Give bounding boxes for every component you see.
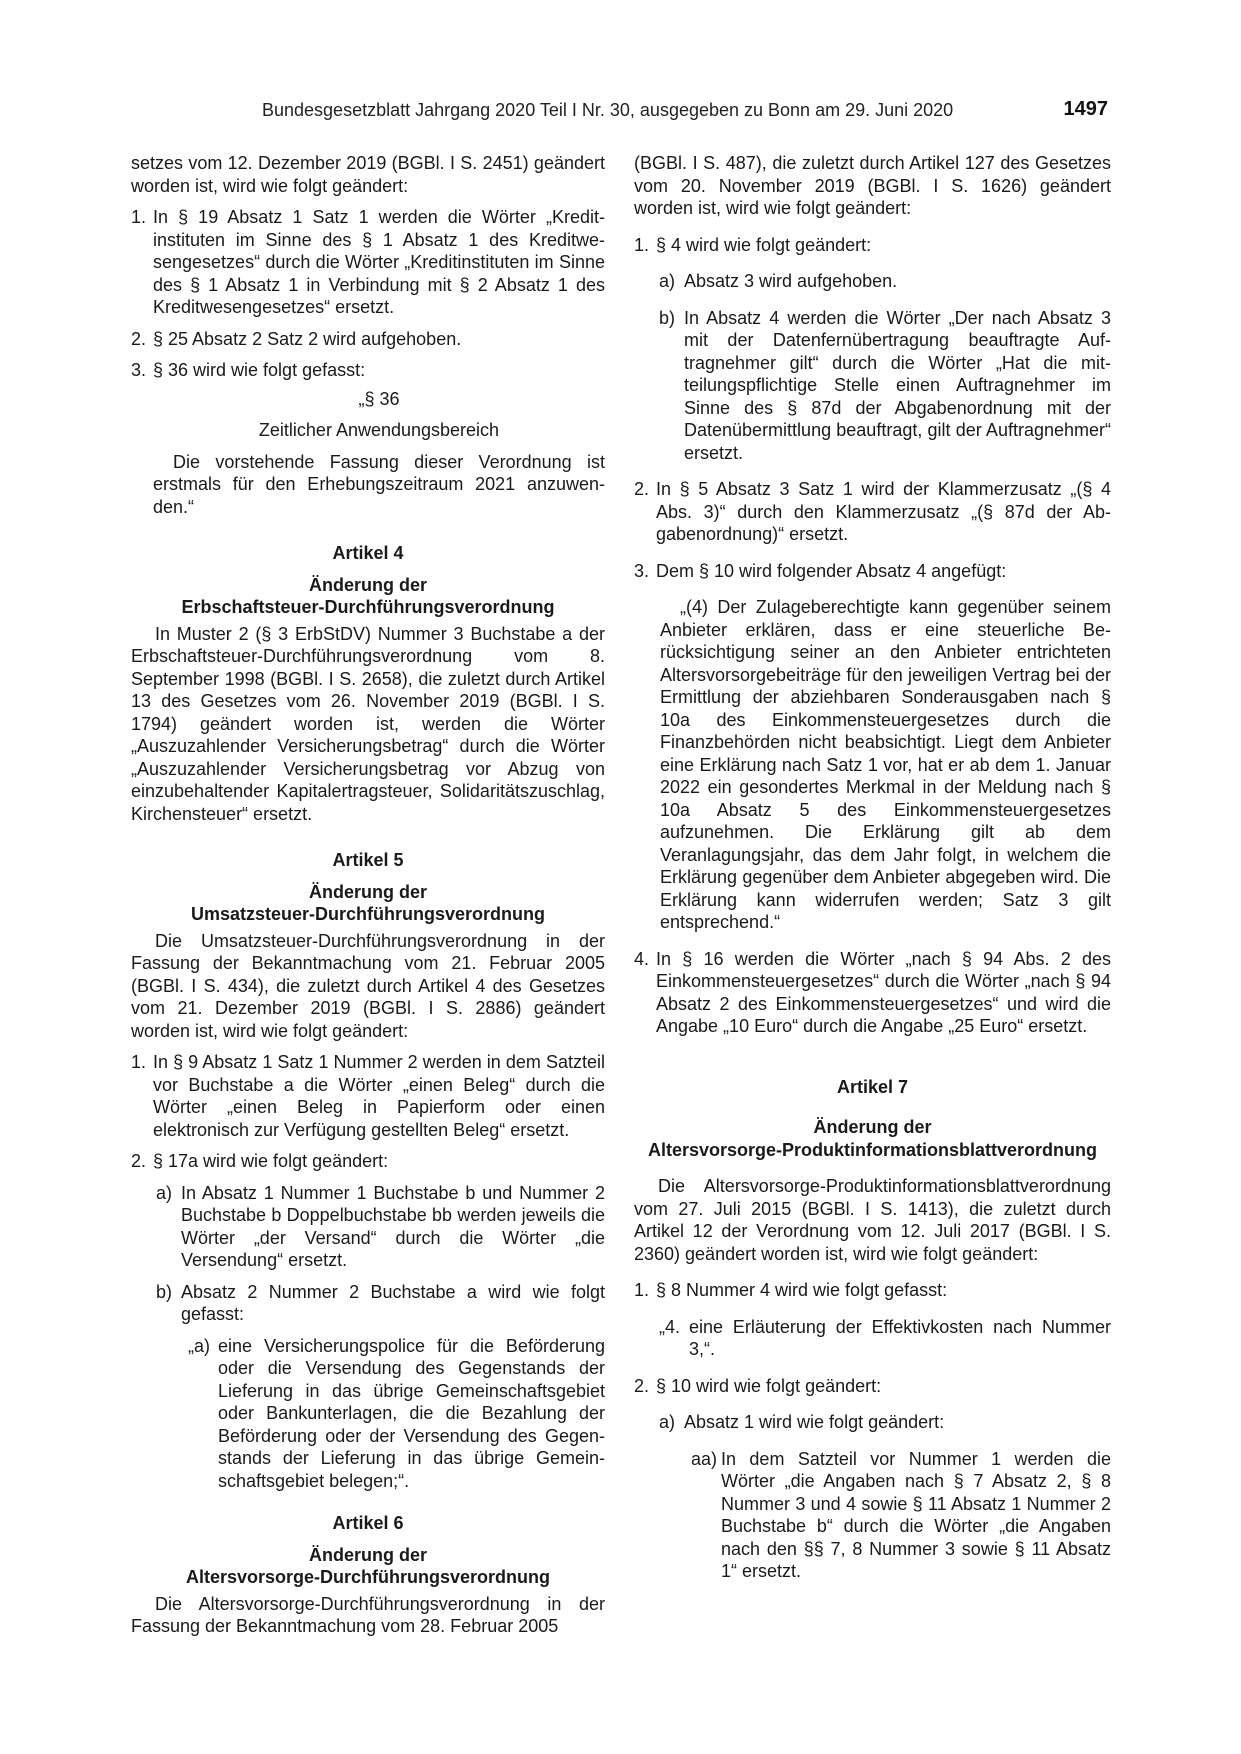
item-text: In Absatz 4 werden die Wörter „Der nach Absatz 3 mit der Datenfernübertragung beauftragte Auftragnehmer gilt“ durch die Wörter „Hat die mitteilungspflichtige Stelle einen Auftragnehmer im Sinne des § 87d der Abgabenordnung mit der Datenübermittlung beauftragt, gilt der Auftragnehmer“ ersetzt. — [684, 307, 1111, 463]
item-text: In § 16 werden die Wörter „nach § 94 Abs. 2 des Einkommensteuergesetzes“ durch die Wörter „nach § 94 Absatz 2 des Einkommensteuergesetzes“ und wird die Angabe „10 Euro“ durch die Angabe „25 Euro“ ersetzt. — [656, 948, 1111, 1036]
article-subtitle: Änderung der — [308, 574, 427, 595]
article-title: Artikel 5 — [332, 850, 404, 870]
page-number: 1497 — [1063, 98, 1108, 120]
article-subtitle: Erbschaftsteuer-Durchführungsverordnung — [181, 597, 555, 617]
item-text: § 4 wird wie folgt geändert: — [656, 234, 872, 255]
list-item — [634, 1375, 1111, 1398]
article-text: Die Umsatzsteuer-Durchführungsverordnung in der Fassung der Bekanntmachung vom 21. Februar 2005 (BGBl. I S. 434), die zuletzt durch Artikel 4 des Gesetzes vom 21. Dezember 2019 (BGBl. I S. 2886) geändert worden ist, wird wie folgt geändert: — [131, 930, 605, 1041]
item-number: 2. — [131, 1151, 147, 1171]
list-item — [131, 1150, 605, 1173]
article-text: Die Altersvorsorge-Produktinformationsblattverordnung vom 27. Juli 2015 (BGBl. I S. 1413), die zuletzt durch Artikel 12 der Verordnung vom 12. Juli 2017 (BGBl. I S. 2360) geändert worden ist, wird wie folgt geändert: — [634, 1176, 1111, 1264]
item-number: 1. — [131, 207, 147, 227]
item-text: In § 5 Absatz 3 Satz 1 wird der Klammerzusatz „(§ 4 Abs. 3)“ durch den Klammerzusatz „(§ 87d der Abgabenordnung)“ ersetzt. — [656, 479, 1111, 544]
item-letter: b) — [659, 307, 676, 328]
list-item — [131, 328, 605, 351]
paragraph: (BGBl. I S. 487), die zuletzt durch Artikel 127 des Gesetzes vom 20. November 2019 (BGBl. I S. 1626) geändert worden ist, wird wie folgt geändert: — [634, 153, 1111, 218]
list-item — [634, 560, 1111, 583]
item-text: In Absatz 1 Nummer 1 Buchstabe b und Nummer 2 Buchstabe b Doppelbuchstabe bb werden jeweils die Wörter „der Versand“ durch die Wörter „die Versendung“ ersetzt. — [181, 1182, 605, 1270]
item-number: 1. — [634, 234, 650, 255]
quoted-subitem — [659, 1316, 1111, 1361]
list-subitem — [659, 270, 1111, 293]
list-subitem — [156, 1281, 605, 1326]
quoted-section-text: Die vorstehende Fassung dieser Verordnung ist erstmals für den Erhebungszeitraum 2021 anzuwenden.“ — [153, 451, 605, 517]
list-subitem — [156, 1182, 605, 1272]
list-item — [634, 234, 1111, 257]
item-text: eine Versicherungspolice für die Beförderung oder die Versendung des Gegenstands der Lieferung in das übrige Gemeinschaftsgebiet oder Bankunterlagen, die die Bezahlung der Beförderung oder der Versendung des Gegenstands der Lieferung in das übrige Gemeinschaftsgebiet belegen;“. — [218, 1335, 605, 1491]
item-text: In § 19 Absatz 1 Satz 1 werden die Wörter „Kreditinstituten im Sinne des § 1 Absatz 1 des Kreditwesengesetzes“ durch die Wörter „Kreditinstituten im Sinne des § 1 Absatz 1 in Verbindung mit § 2 Absatz 1 des Kreditwesengesetzes“ ersetzt. — [153, 207, 605, 317]
item-letter: aa) — [691, 1448, 718, 1469]
item-letter: b) — [156, 1281, 173, 1302]
running-header: Bundesgesetzblatt Jahrgang 2020 Teil I Nr. 30, ausgegeben zu Bonn am 29. Juni 2020 — [262, 100, 954, 120]
paragraph: setzes vom 12. Dezember 2019 (BGBl. I S. 2451) geändert worden ist, wird wie folgt geändert: — [131, 153, 605, 196]
article-subtitle: Änderung der — [308, 881, 427, 902]
article-subtitle: Änderung der — [813, 1117, 932, 1137]
article-title: Artikel 7 — [836, 1076, 909, 1097]
article-subtitle: Umsatzsteuer-Durchführungsverordnung — [190, 904, 546, 924]
item-letter: a) — [659, 1412, 676, 1432]
item-text: § 17a wird wie folgt geändert: — [153, 1151, 389, 1171]
list-item — [131, 359, 605, 382]
list-item — [634, 1279, 1111, 1302]
item-text: § 10 wird wie folgt geändert: — [656, 1375, 882, 1396]
article-subtitle: Änderung der — [308, 1544, 427, 1565]
item-number: 3. — [131, 360, 147, 380]
article-text: In Muster 2 (§ 3 ErbStDV) Nummer 3 Buchstabe a der Erbschaftsteuer-Durchführungsverordnung vom 8. September 1998 (BGBl. I S. 2658), die zuletzt durch Artikel 13 des Gesetzes vom 26. November 2019 (BGBl. I S. 1794) geändert worden ist, werden die Wörter „Auszuzahlender Versicherungsbetrag“ durch die Wörter „Auszuzahlender Versicherungsbetrag vor Abzug von einzubehaltender Kapitalertragsteuer, Solidaritätszuschlag, Kirchensteuer“ ersetzt. — [131, 623, 605, 824]
right-column — [634, 152, 1111, 1592]
article-subtitle: Altersvorsorge-Durchführungsverordnung — [185, 1567, 551, 1587]
list-item — [634, 478, 1111, 546]
item-number: 1. — [131, 1052, 147, 1072]
item-text: Dem § 10 wird folgender Absatz 4 angefügt: — [656, 560, 1007, 581]
item-text: In § 9 Absatz 1 Satz 1 Nummer 2 werden in dem Satzteil vor Buchstabe a die Wörter „einen Beleg“ durch die Wörter „einen Beleg in Papierform oder einen elektronisch zur Verfügung gestellten Beleg“ ersetzt. — [153, 1052, 605, 1140]
item-number: 1. — [634, 1280, 650, 1300]
item-text: Absatz 2 Nummer 2 Buchstabe a wird wie folgt gefasst: — [181, 1281, 605, 1324]
list-item — [131, 206, 605, 319]
item-text: § 25 Absatz 2 Satz 2 wird aufgehoben. — [153, 328, 462, 349]
item-text: § 36 wird wie folgt gefasst: — [153, 360, 366, 380]
quoted-section-number: „§ 36 — [358, 388, 400, 409]
item-text: In dem Satzteil vor Nummer 1 werden die Wörter „die Angaben nach § 7 Absatz 2, § 8 Nummer 3 und 4 sowie § 11 Absatz 1 Nummer 2 Buchstabe b“ durch die Wörter „die Angaben nach den §§ 7, 8 Nummer 3 sowie § 11 Absatz 1“ ersetzt. — [721, 1448, 1111, 1581]
item-text: Absatz 3 wird aufgehoben. — [684, 271, 898, 291]
article-text: Die Altersvorsorge-Durchführungsverordnung in der Fassung der Bekanntmachung vom 28. Februar 2005 — [131, 1593, 605, 1636]
item-number: 2. — [131, 328, 147, 349]
list-subsubitem — [691, 1448, 1111, 1583]
list-subitem — [659, 1411, 1111, 1434]
quoted-subitem — [188, 1335, 605, 1493]
article-title: Artikel 4 — [332, 543, 404, 563]
quoted-paragraph: „(4) Der Zulageberechtigte kann gegenüber seinem Anbieter erklären, dass er eine steuerliche Berücksichtigung seiner an den Anbieter entrichteten Altersvorsorgebeiträge für den jeweiligen Vertrag bei der Ermittlung der abziehbaren Sonderausgaben nach § 10a des Einkommensteuergesetzes durch die Finanzbehörden nicht beabsichtigt. Liegt dem Anbieter eine Erklärung nach Satz 1 vor, hat er ab dem 1. Januar 2022 ein gesondertes Merkmal in der Meldung nach § 10a Absatz 5 des Einkommensteuergesetzes aufzunehmen. Die Erklärung gilt ab dem Veranlagungsjahr, das dem Jahr folgt, in welchem die Erklärung gegenüber dem Anbieter abgegeben wird. Die Erklärung kann widerrufen werden; Satz 3 gilt entsprechend.“ — [660, 597, 1111, 932]
quoted-section-heading: Zeitlicher Anwendungsbereich — [258, 420, 500, 440]
list-item — [634, 948, 1111, 1038]
item-text: Absatz 1 wird wie folgt geändert: — [684, 1412, 945, 1432]
item-letter: „a) — [188, 1335, 210, 1356]
article-subtitle: Altersvorsorge-Produktinformationsblattverordnung — [647, 1139, 1098, 1160]
list-subitem — [659, 307, 1111, 465]
item-letter: a) — [659, 271, 676, 291]
list-item — [131, 1051, 605, 1141]
item-number: „4. — [659, 1316, 681, 1337]
item-text: § 8 Nummer 4 wird wie folgt gefasst: — [656, 1280, 948, 1300]
item-text: eine Erläuterung der Effektivkosten nach Nummer 3,“. — [689, 1316, 1111, 1359]
item-number: 3. — [634, 560, 650, 581]
left-column — [131, 152, 605, 1638]
item-number: 2. — [634, 1375, 650, 1396]
item-number: 2. — [634, 479, 650, 499]
article-title: Artikel 6 — [332, 1513, 404, 1533]
item-letter: a) — [156, 1182, 173, 1203]
item-number: 4. — [634, 948, 650, 969]
